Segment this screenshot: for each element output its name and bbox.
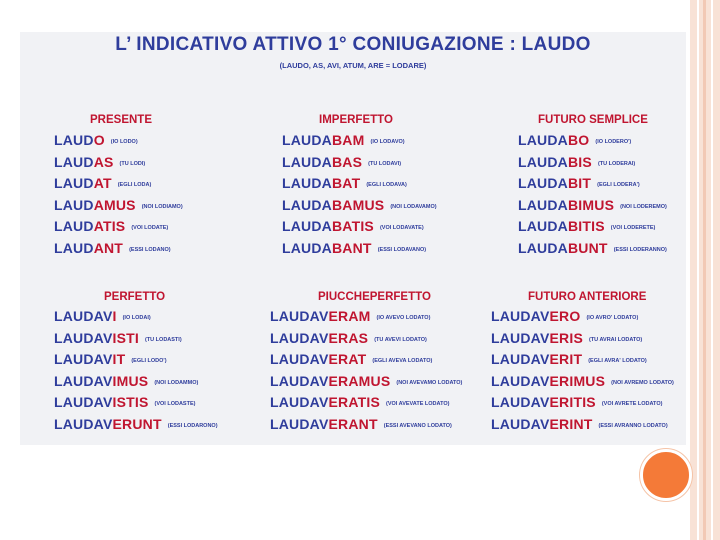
conjugation-row [518, 217, 655, 237]
italian-translation: (EGLI LODO') [131, 358, 167, 364]
italian-translation: (NOI LODAMMO) [154, 379, 199, 386]
verb-form [491, 351, 582, 367]
italian-translation: (ESSI LODAVANO) [377, 246, 427, 253]
verb-form [270, 351, 366, 367]
verb-form [270, 394, 380, 410]
verb-form [282, 154, 362, 170]
verb-stem: LAUD [54, 239, 94, 256]
verb-form [518, 175, 591, 191]
verb-form [270, 330, 368, 346]
verb-ending: ERAM [328, 308, 371, 324]
verb-stem: LAUD [54, 132, 94, 148]
conjugation-row [282, 131, 405, 151]
conjugation-row [491, 415, 668, 435]
verb-form [491, 416, 593, 432]
conjugation-row [270, 307, 430, 327]
verb-ending: ATIS [93, 218, 126, 234]
italian-translation: (ESSI LODERANNO) [613, 246, 667, 253]
conjugation-row [518, 131, 631, 151]
italian-translation: (EGLI LODA) [117, 182, 152, 188]
verb-ending: ERATIS [328, 394, 380, 410]
verb-ending: BANT [332, 239, 372, 256]
conjugation-row [54, 131, 138, 151]
conjugation-row [491, 350, 647, 370]
verb-form [54, 197, 136, 213]
verb-form [54, 308, 117, 324]
verb-stem: LAUDAV [270, 415, 329, 432]
verb-form [54, 132, 105, 148]
conjugation-row [491, 393, 662, 413]
conjugation-row [518, 153, 635, 173]
verb-stem: LAUDAV [491, 415, 550, 432]
verb-stem: LAUD [54, 218, 94, 234]
verb-ending: ERANT [328, 415, 378, 432]
conjugation-row [270, 329, 427, 349]
verb-ending: BAT [332, 175, 361, 191]
verb-stem: LAUDAV [491, 351, 550, 367]
verb-form [54, 416, 162, 432]
italian-translation: (NOI AVREMO LODATO) [611, 379, 674, 386]
verb-stem: LAUDAV [54, 329, 113, 346]
verb-form [518, 197, 614, 213]
verb-stem: LAUDA [282, 153, 332, 170]
page-subtitle: (LAUDO, AS, AVI, ATUM, ARE = LODARE) [279, 61, 427, 70]
conjugation-row [270, 372, 462, 392]
verb-stem: LAUDAV [270, 329, 329, 346]
conjugation-row [282, 196, 437, 216]
verb-stem: LAUD [54, 196, 94, 213]
verb-form [282, 197, 384, 213]
verb-stem: LAUDA [282, 239, 332, 256]
conjugation-row [491, 372, 674, 392]
verb-ending: ANT [93, 239, 124, 256]
verb-stem: LAUDA [282, 218, 332, 234]
verb-stem: LAUDA [282, 196, 332, 213]
conjugation-row [491, 329, 642, 349]
verb-stem: LAUDAV [270, 372, 329, 389]
italian-translation: (VOI LODAVATE) [379, 225, 424, 231]
verb-stem: LAUDAV [54, 308, 113, 324]
verb-form [54, 394, 149, 410]
verb-ending: IT [112, 351, 126, 367]
italian-translation: (NOI AVEVAMO LODATO) [396, 379, 463, 386]
verb-stem: LAUDA [282, 132, 332, 148]
verb-form [518, 132, 589, 148]
verb-ending: BIT [568, 175, 592, 191]
italian-translation: (EGLI LODERA') [597, 182, 640, 188]
verb-stem: LAUDAV [270, 308, 329, 324]
orange-circle-decoration [640, 449, 692, 501]
conjugation-row [518, 196, 667, 216]
conjugation-row [270, 393, 449, 413]
conjugation-row [270, 415, 452, 435]
italian-translation: (NOI LODIAMO) [141, 203, 183, 210]
italian-translation: (TU LODAVI) [368, 160, 402, 167]
verb-form [54, 175, 112, 191]
verb-form [270, 308, 371, 324]
italian-translation: (IO LODAI) [122, 315, 151, 321]
italian-translation: (ESSI AVEVANO LODATO) [383, 422, 452, 429]
conjugation-row [54, 372, 198, 392]
italian-translation: (NOI LODAVAMO) [390, 203, 437, 210]
verb-form [270, 373, 390, 389]
verb-stem: LAUD [54, 175, 94, 191]
conjugation-row [54, 153, 145, 173]
page-title: L’ INDICATIVO ATTIVO 1° CONIUGAZIONE : LAUDO [115, 34, 591, 55]
verb-form [491, 308, 580, 324]
italian-translation: (VOI LODERETE) [610, 225, 656, 231]
conjugation-row [54, 393, 195, 413]
verb-stem: LAUDAV [491, 394, 550, 410]
verb-form [54, 240, 123, 256]
conjugation-row [282, 153, 401, 173]
verb-stem: LAUDA [282, 175, 332, 191]
verb-ending: AMUS [93, 196, 136, 213]
italian-translation: (TU LODERAI) [597, 160, 636, 167]
verb-stem: LAUDAV [270, 351, 329, 367]
verb-ending: BITIS [568, 218, 605, 234]
right-border-line [697, 0, 699, 540]
verb-stem: LAUD [54, 153, 94, 170]
verb-form [54, 330, 139, 346]
verb-ending: ERAMUS [328, 372, 391, 389]
tense-header-futuro-anteriore: FUTURO ANTERIORE [528, 291, 647, 303]
italian-translation: (ESSI LODANO) [129, 246, 171, 253]
tense-header-futuro-semplice: FUTURO SEMPLICE [538, 114, 648, 126]
verb-stem: LAUDAV [54, 415, 113, 432]
italian-translation: (IO AVEVO LODATO) [376, 315, 431, 321]
italian-translation: (VOI AVEVATE LODATO) [386, 401, 450, 407]
italian-translation: (VOI LODASTE) [154, 401, 196, 407]
tense-header-presente: PRESENTE [90, 114, 152, 126]
conjugation-row [491, 307, 638, 327]
right-border-line [711, 0, 713, 540]
verb-ending: BAM [332, 132, 365, 148]
verb-form [282, 175, 360, 191]
verb-form [518, 218, 605, 234]
verb-form [54, 154, 114, 170]
italian-translation: (VOI AVRETE LODATO) [601, 401, 663, 407]
tense-header-imperfetto: IMPERFETTO [319, 114, 393, 126]
verb-ending: ERAS [328, 329, 369, 346]
italian-translation: (TU AVEVI LODATO) [374, 336, 427, 343]
italian-translation: (ESSI LODARONO) [167, 422, 218, 429]
conjugation-row [54, 196, 183, 216]
italian-translation: (IO LODO) [110, 139, 138, 145]
italian-translation: (NOI LODEREMO) [620, 203, 667, 210]
verb-ending: BO [568, 132, 590, 148]
tense-header-perfetto: PERFETTO [104, 291, 166, 303]
verb-ending: ERIMUS [549, 372, 606, 389]
italian-translation: (EGLI AVRA' LODATO) [588, 358, 647, 364]
conjugation-row [282, 239, 426, 259]
verb-form [54, 351, 125, 367]
italian-translation: (TU LODI) [119, 160, 146, 167]
conjugation-row [518, 239, 667, 259]
italian-translation: (IO LODERO') [595, 139, 632, 145]
verb-form [282, 240, 372, 256]
verb-ending: AT [93, 175, 112, 191]
verb-ending: ERUNT [112, 415, 162, 432]
conjugation-row [282, 174, 407, 194]
right-border-line [703, 0, 706, 540]
verb-ending: ERO [549, 308, 581, 324]
conjugation-row [54, 217, 168, 237]
verb-stem: LAUDAV [270, 394, 329, 410]
verb-stem: LAUDAV [54, 394, 113, 410]
verb-stem: LAUDAV [491, 372, 550, 389]
verb-stem: LAUDA [518, 196, 568, 213]
verb-form [54, 373, 148, 389]
verb-form [518, 154, 592, 170]
verb-ending: O [93, 132, 105, 148]
verb-ending: I [112, 308, 117, 324]
verb-ending: ISTI [112, 329, 139, 346]
italian-translation: (ESSI AVRANNO LODATO) [598, 422, 668, 429]
verb-stem: LAUDAV [491, 308, 550, 324]
italian-translation: (TU AVRAI LODATO) [588, 336, 643, 343]
conjugation-row [282, 217, 424, 237]
conjugation-row [54, 307, 151, 327]
verb-ending: ERAT [328, 351, 367, 367]
verb-ending: BIMUS [568, 196, 615, 213]
verb-stem: LAUDAV [54, 372, 113, 389]
tense-header-piuccheperfetto: PIUCCHEPERFETTO [318, 291, 431, 303]
italian-translation: (EGLI LODAVA) [366, 182, 407, 188]
verb-ending: ERITIS [549, 394, 596, 410]
italian-translation: (EGLI AVEVA LODATO) [372, 358, 433, 364]
verb-ending: ERINT [549, 415, 593, 432]
conjugation-row [54, 239, 171, 259]
italian-translation: (IO AVRO' LODATO) [586, 315, 639, 321]
italian-translation: (VOI LODATE) [131, 225, 169, 231]
verb-stem: LAUDAV [491, 329, 550, 346]
verb-ending: BAMUS [332, 196, 385, 213]
conjugation-row [54, 174, 151, 194]
verb-ending: ERIT [549, 351, 583, 367]
conjugation-row [54, 329, 182, 349]
verb-stem: LAUDA [518, 239, 568, 256]
verb-ending: AS [93, 153, 114, 170]
verb-form [270, 416, 378, 432]
verb-form [491, 330, 583, 346]
verb-stem: LAUDAV [54, 351, 113, 367]
conjugation-row [518, 174, 640, 194]
verb-form [491, 373, 605, 389]
verb-ending: IMUS [112, 372, 149, 389]
verb-form [54, 218, 125, 234]
conjugation-row [54, 415, 218, 435]
conjugation-row [54, 350, 167, 370]
italian-translation: (TU LODASTI) [144, 336, 182, 343]
italian-translation: (IO LODAVO) [370, 139, 405, 145]
verb-ending: BIS [568, 153, 592, 170]
verb-form [491, 394, 596, 410]
conjugation-table-image [20, 32, 686, 445]
conjugation-row [270, 350, 432, 370]
verb-stem: LAUDA [518, 153, 568, 170]
verb-stem: LAUDA [518, 218, 568, 234]
verb-ending: BUNT [568, 239, 608, 256]
verb-form [518, 240, 608, 256]
verb-ending: ISTIS [112, 394, 149, 410]
verb-stem: LAUDA [518, 132, 568, 148]
verb-form [282, 218, 374, 234]
verb-ending: ERIS [549, 329, 583, 346]
verb-stem: LAUDA [518, 175, 568, 191]
verb-ending: BAS [332, 153, 363, 170]
verb-form [282, 132, 364, 148]
verb-ending: BATIS [332, 218, 374, 234]
